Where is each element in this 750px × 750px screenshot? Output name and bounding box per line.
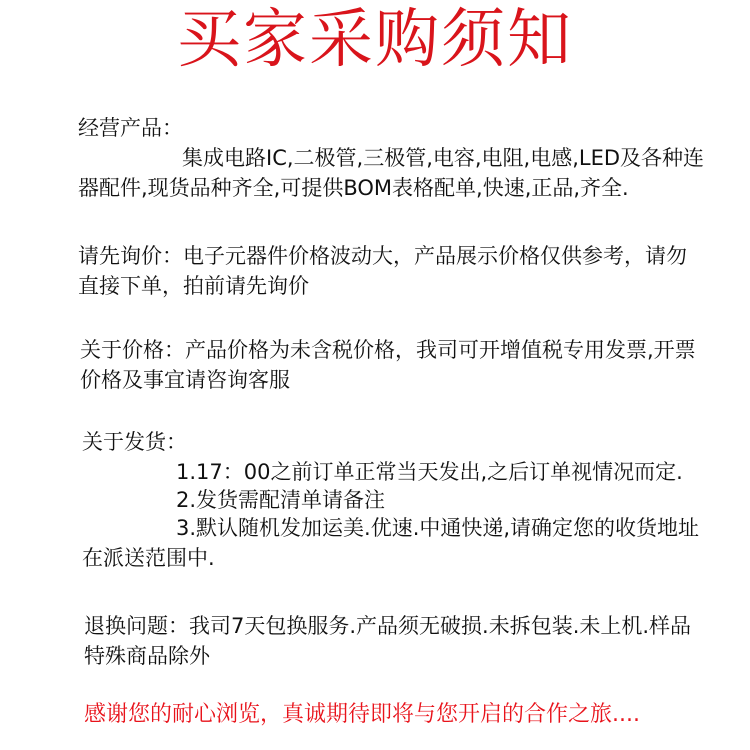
shipping-item-3: 3.默认随机发加运美.优速.中通快递,请确定您的收货地址: [176, 516, 700, 540]
returns-line-1: 退换问题：我司7天包换服务.产品须无破损.未拆包装.未上机.样品: [84, 614, 692, 638]
products-line-1: 集成电路IC,二极管,三极管,电容,电阻,电感,LED及各种连: [182, 146, 705, 170]
returns-line-2: 特殊商品除外: [84, 644, 210, 668]
shipping-item-1: 1.17：00之前订单正常当天发出,之后订单视情况而定.: [176, 460, 683, 484]
page-title: 买家采购须知: [177, 3, 573, 77]
inquiry-line-2: 直接下单，拍前请先询价: [78, 274, 309, 298]
thanks-message: 感谢您的耐心浏览，真诚期待即将与您开启的合作之旅....: [84, 702, 640, 727]
shipping-heading: 关于发货：: [82, 430, 187, 454]
shipping-item-2: 2.发货需配清单请备注: [176, 488, 386, 512]
products-heading: 经营产品：: [78, 116, 183, 140]
price-line-1: 关于价格：产品价格为未含税价格，我司可开增值税专用发票,开票: [80, 338, 696, 362]
products-line-2: 器配件,现货品种齐全,可提供BOM表格配单,快速,正品,齐全.: [78, 176, 629, 200]
price-line-2: 价格及事宜请咨询客服: [80, 368, 290, 392]
inquiry-line-1: 请先询价：电子元器件价格波动大，产品展示价格仅供参考，请勿: [78, 244, 687, 268]
shipping-item-3-continued: 在派送范围中.: [82, 546, 215, 570]
